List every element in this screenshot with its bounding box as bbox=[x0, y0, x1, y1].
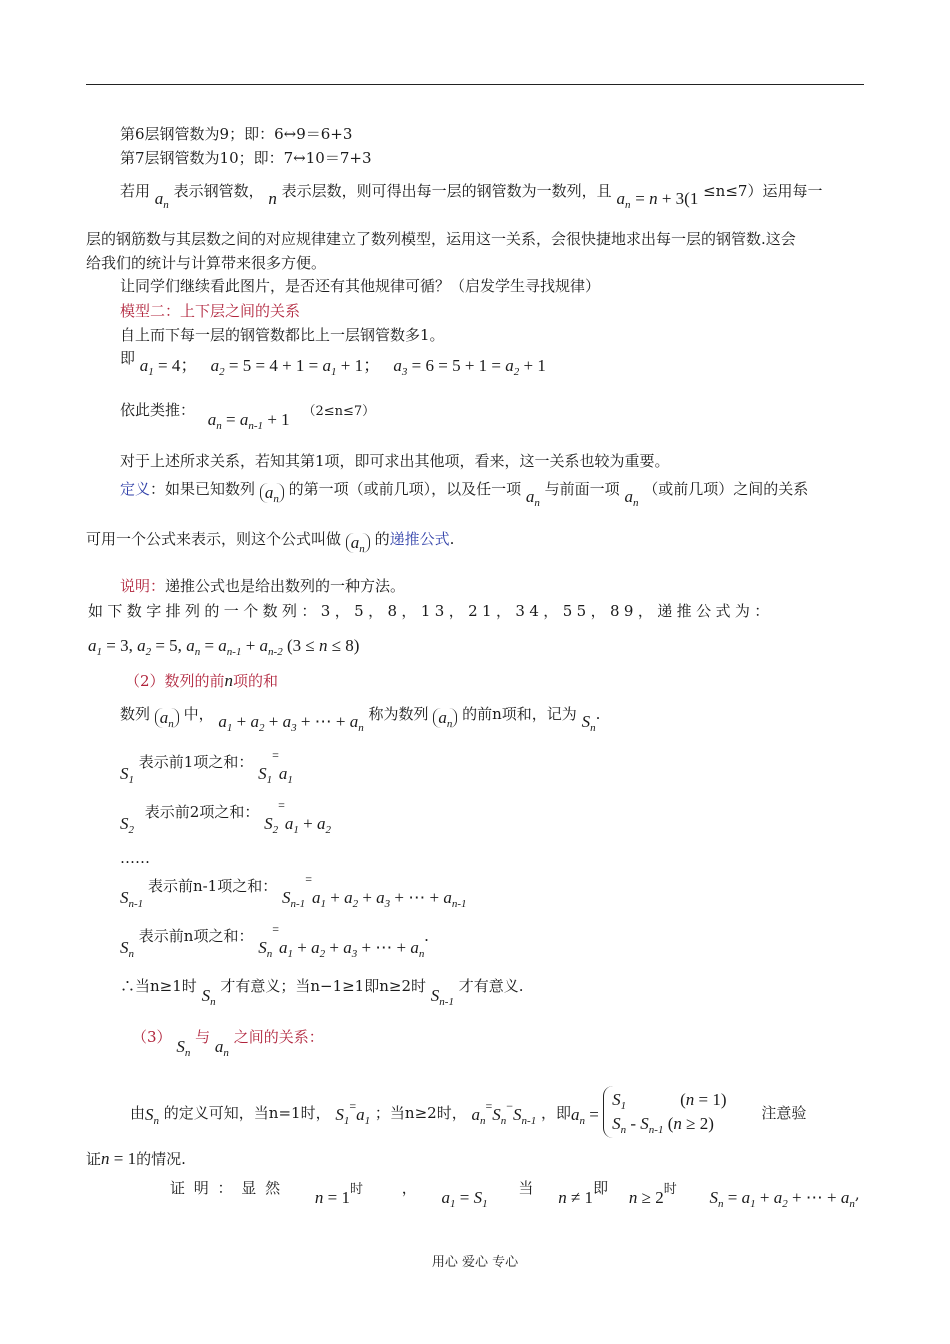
definition-line-2: 可用一个公式来表示，则这个公式叫做 $a_n$ 的递推公式. bbox=[86, 530, 455, 555]
text-line-layer7: 第7层钢管数为10；即：7↔10＝7+3 bbox=[120, 149, 372, 167]
sum-s1-line: $S_1$ 表示前1项之和： $S_1^=a_1$ bbox=[120, 748, 293, 786]
proof-line: 证 明 ： 显 然 n = 1时 ， $a_1 = S_1$ 当 n ≠ 1即 n ≥ 2时 $S_n = a_1 + a_2$ + ⋯ + $a_n$, bbox=[170, 1179, 860, 1210]
text-line-layer6: 第6层钢管数为9；即：6↔9＝6+3 bbox=[120, 125, 353, 143]
sum-s2-line: $S_2$ 表示前2项之和： $S_2^=a_1 + a_2$ bbox=[120, 798, 331, 836]
header-rule bbox=[86, 84, 864, 85]
text-line-importance: 对于上述所求关系，若知其第1项，即可求出其他项，看来，这一关系也较为重要。 bbox=[120, 452, 670, 470]
text-line-model-desc: 层的钢筋数与其层数之间的对应规律建立了数列模型，运用这一关系，会很快捷地求出每一层的钢管数.这会 bbox=[86, 230, 796, 248]
section-model-two: 模型二：上下层之间的关系 bbox=[120, 302, 301, 320]
section-partial-sums: （2）数列的前n项的和 bbox=[125, 671, 279, 690]
definition-line: 定义：如果已知数列 $a_n$ 的第一项（或前几项），以及任一项 $a_n$ 与前面一项 $a_n$ （或前几项）之间的关系 bbox=[120, 480, 809, 509]
formula-sn-an-relation: 由$S_n$ 的定义可知，当n=1时， $S_1=a_1$ ；当n≥2时， $a_n=S_n-S_{n-1}$ ，即$a_n$ = $S_1$ (n = 1) $S_n - S_{n-1}$ (n ≥ 2) 注意验 bbox=[130, 1078, 806, 1130]
text-line-model-intro: 若用 $a_n$ 表示钢管数， n 表示层数，则可得出每一层的钢管数为一数列，且 $a_n = n + 3(1 \le n\le 7)$运用每一 bbox=[120, 182, 823, 211]
ellipsis-line: …… bbox=[120, 849, 150, 867]
text-line-model-two: 自上而下每一层的钢管数都比上一层钢管数多1。 bbox=[120, 326, 445, 344]
note-line: 说明：递推公式也是给出数列的一种方法。 bbox=[120, 577, 406, 595]
sum-sn-1-line: $S_{n-1}$ 表示前n-1项之和： $S_{n-1}^=a_1 + a_2 + a_3$ + ⋯ + $a_{n-1}$ bbox=[120, 872, 467, 910]
formula-fibonacci-recurrence: $a_1 = 3$, $a_2 = 5$, $a_n = a_{n-1} + a_{n-2}$ (3 ≤ n ≤ 8) bbox=[88, 636, 360, 658]
text-line-partial-sum-def: 数列 $a_n$ 中， $a_1 + a_2 + a_3$ + ⋯ + $a_n$ 称为数列 $a_n$ 的前n项和，记为 $S_n$. bbox=[120, 705, 601, 734]
section-sn-an-relation: （3） $S_n$ 与 $a_n$ 之间的关系： bbox=[132, 1028, 324, 1059]
page-footer: 用心 爱心 专心 bbox=[431, 1255, 519, 1270]
text-line-prompt: 让同学们继续看此图片，是否还有其他规律可循？（启发学生寻找规律） bbox=[120, 277, 601, 295]
formula-recurrence-general: 依此类推： $a_n = a_{n-1} + 1$ （2≤n≤7） bbox=[120, 401, 376, 432]
example-sequence-line: 如下数字排列的一个数列：3，5，8，13，21，34，55，89，递推公式为： bbox=[88, 602, 774, 620]
text-line-model-desc-2: 给我们的统计与计算带来很多方便。 bbox=[86, 254, 327, 272]
sum-sn-line: $S_n$ 表示前n项之和： $S_n^=a_1 + a_2 + a_3$ + ⋯ + $a_n$. bbox=[120, 922, 429, 960]
text-line-meaning: ∴当n≥1时 $S_n$ 才有意义；当n−1≥1即n≥2时 $S_{n-1}$ 才有意义. bbox=[120, 977, 524, 1008]
piecewise-cases: $S_1$ (n = 1) $S_n - S_{n-1}$ (n ≥ 2) bbox=[603, 1086, 726, 1138]
formula-first-terms: 即 $a_1 = 4$； $a_2 = 5 = 4 + 1 = a_1 + 1$； $a_3 = 6 = 5 + 1 = a_2 + 1$ bbox=[120, 349, 546, 378]
text-line-verify: 证n = 1的情况. bbox=[86, 1149, 186, 1168]
